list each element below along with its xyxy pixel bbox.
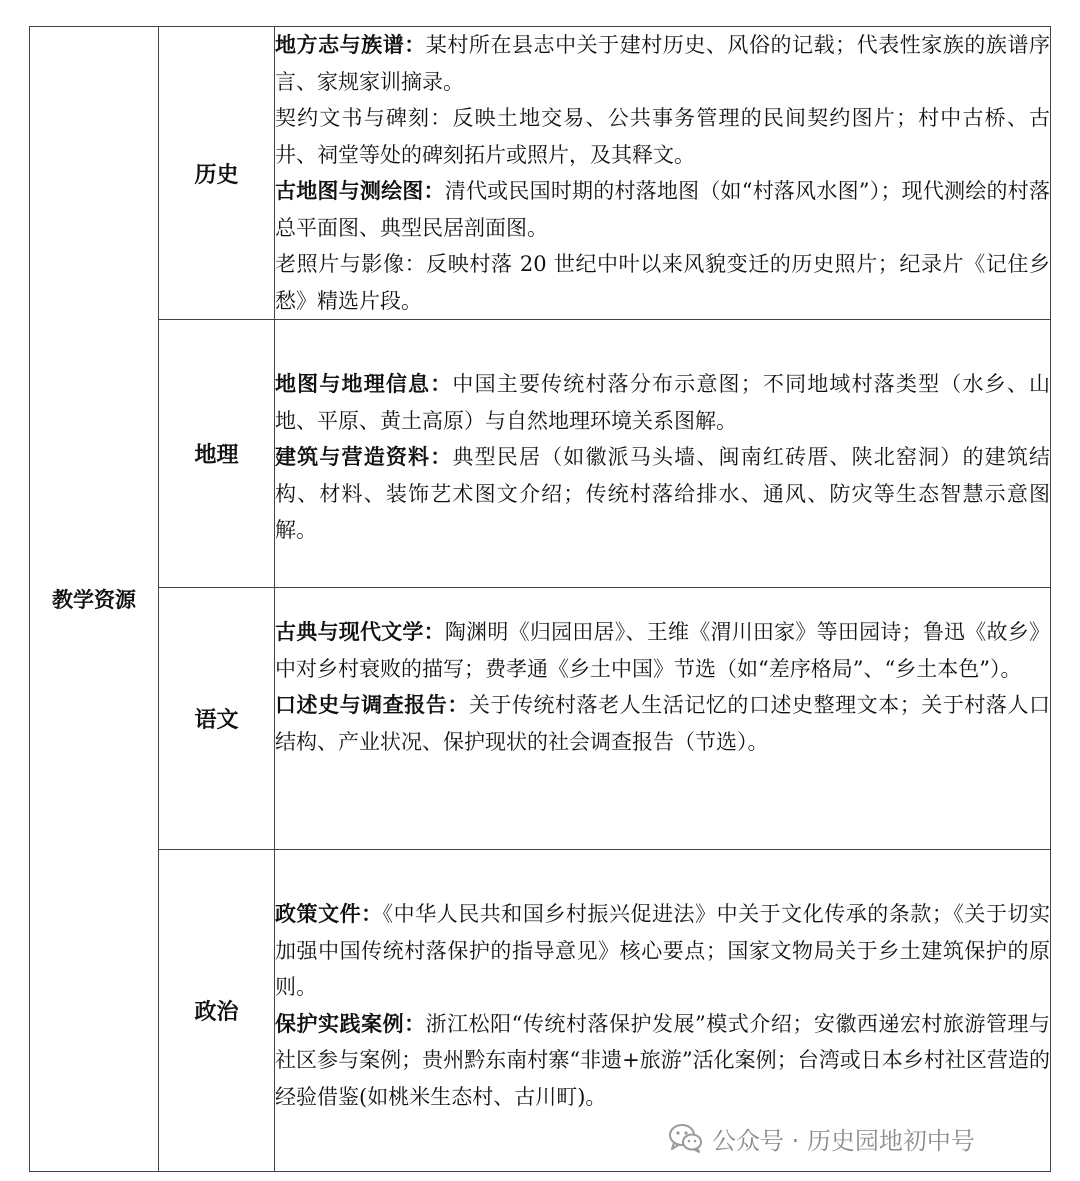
content-cell-chinese (275, 588, 1051, 850)
content-item (275, 27, 1050, 100)
content-item (275, 687, 1050, 760)
item-text: 某村所在县志中关于建村历史、风俗的记载；代表性家族的族谱序言、家规家训摘录。 (275, 33, 1051, 94)
item-title: 建筑与营造资料： (275, 444, 453, 469)
content-cell-geography (275, 320, 1051, 588)
item-text: 陶渊明《归园田居》、王维《渭川田家》等田园诗；鲁迅《故乡》中对乡村衰败的描写；费孝通《乡土中国》节选（如“差序格局”、“乡土本色”）。 (275, 620, 1050, 681)
item-title: 地图与地理信息： (275, 371, 453, 396)
content-item (275, 896, 1050, 1006)
item-text: 《中华人民共和国乡村振兴促进法》中关于文化传承的条款；《关于切实加强中国传统村落保护的指导意见》核心要点；国家文物局关于乡土建筑保护的原则。 (275, 902, 1050, 999)
table-row-geography (30, 320, 1051, 588)
subject-cell-chinese: 语文 (159, 588, 275, 850)
item-text: 典型民居（如徽派马头墙、闽南红砖厝、陕北窑洞）的建筑结构、材料、装饰艺术图文介绍；传统村落给排水、通风、防灾等生态智慧示意图解。 (275, 445, 1051, 542)
subject-cell-geography: 地理 (159, 320, 275, 588)
subject-cell-politics: 政治 (159, 850, 275, 1172)
item-title: 古典与现代文学： (275, 619, 445, 644)
teaching-resources-table (29, 26, 1051, 1172)
subject-cell-history: 历史 (159, 27, 275, 320)
wechat-watermark (668, 1118, 975, 1158)
table-row-history (30, 27, 1051, 320)
content-item (275, 439, 1050, 549)
wechat-icon (668, 1122, 704, 1154)
content-item (275, 246, 1050, 319)
item-text: 关于传统村落老人生活记忆的口述史整理文本；关于村落人口结构、产业状况、保护现状的社会调查报告（节选）。 (275, 693, 1051, 754)
item-text: 中国主要传统村落分布示意图；不同地域村落类型（水乡、山地、平原、黄土高原）与自然地理环境关系图解。 (275, 372, 1051, 433)
category-cell: 教学资源 (30, 27, 159, 1172)
item-title: 政策文件： (275, 901, 383, 926)
item-title: 古地图与测绘图： (275, 178, 445, 203)
content-item (275, 614, 1050, 687)
item-title: 保护实践案例： (275, 1010, 426, 1036)
item-text: 老照片与影像：反映村落 20 世纪中叶以来风貌变迁的历史照片；纪录片《记住乡愁》精选片段。 (275, 252, 1050, 313)
item-text: 清代或民国时期的村落地图（如“村落风水图”）；现代测绘的村落总平面图、典型民居剖面图。 (275, 179, 1050, 240)
content-item (275, 173, 1050, 246)
item-text: 契约文书与碑刻：反映土地交易、公共事务管理的民间契约图片；村中古桥、古井、祠堂等处的碑刻拓片或照片，及其释文。 (275, 106, 1050, 167)
content-item (275, 100, 1050, 173)
item-text: 浙江松阳“传统村落保护发展”模式介绍；安徽西递宏村旅游管理与社区参与案例；贵州黔东南村寨“非遗+旅游”活化案例；台湾或日本乡村社区营造的经验借鉴(如桃米生态村、古川町)。 (275, 1011, 1050, 1109)
watermark-text: 公众号 · 历史园地初中号 (712, 1126, 975, 1155)
item-title: 地方志与族谱： (275, 32, 426, 57)
item-title: 口述史与调查报告： (275, 692, 469, 717)
content-item (275, 1006, 1050, 1116)
table-row-chinese (30, 588, 1051, 850)
content-item (275, 366, 1050, 439)
content-cell-history (275, 27, 1051, 320)
